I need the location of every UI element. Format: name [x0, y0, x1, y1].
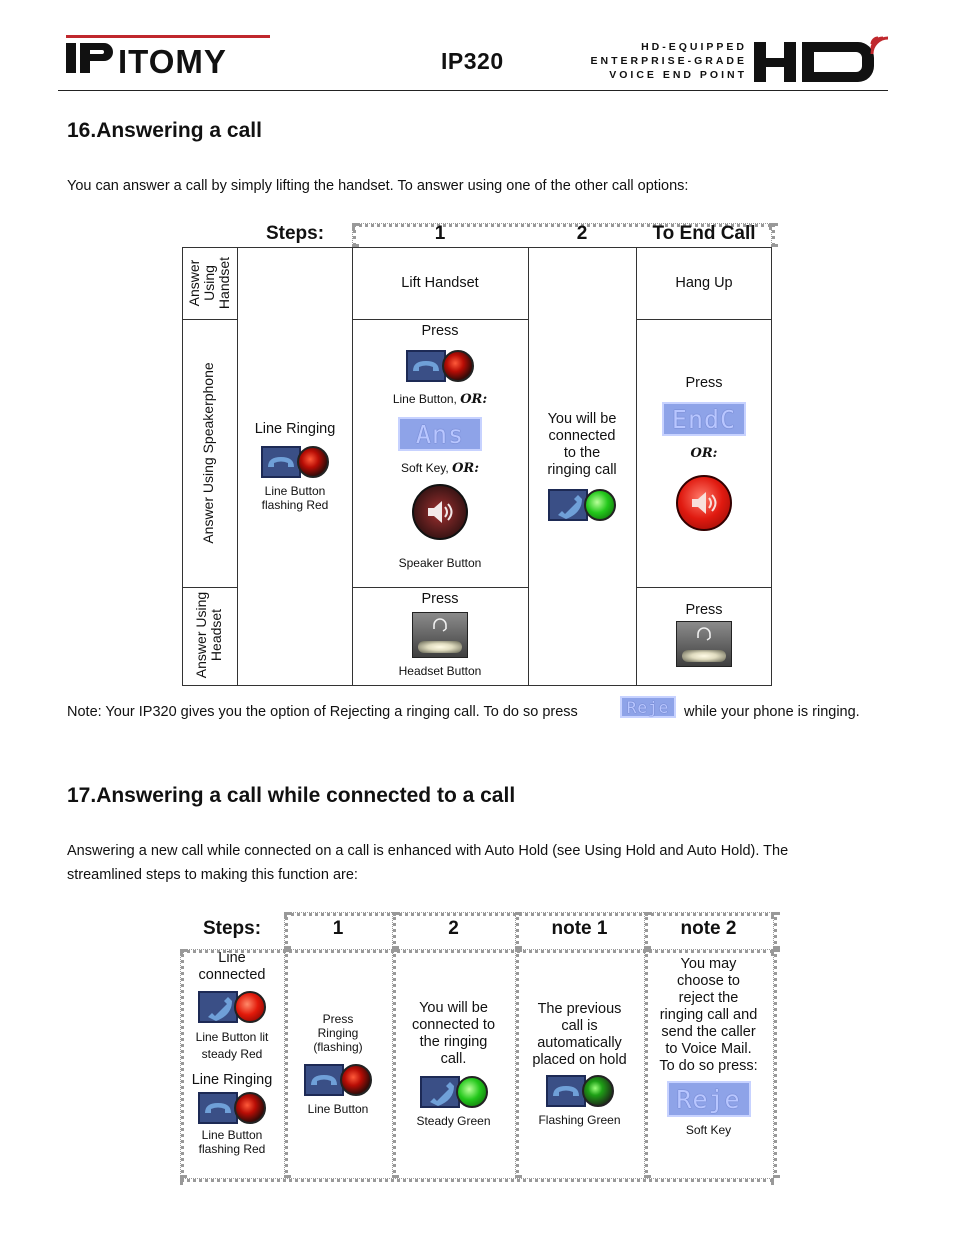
line-ringing-label-17: Line Ringing [191, 1072, 273, 1088]
headset-icon [695, 626, 713, 642]
line-button [406, 350, 474, 382]
flashing-red-caption: Line Button flashing Red [198, 1128, 266, 1156]
headset-button-caption: Headset Button [398, 664, 482, 678]
press-label: Press [421, 323, 459, 339]
ans-softkey: Ans [398, 417, 482, 451]
note-2-header: note 2 [680, 918, 737, 939]
line-ringing-label: Line Ringing [254, 420, 336, 437]
press-ringing-text: Press Ringing (flashing) [313, 1012, 363, 1054]
model-title: IP320 [441, 48, 504, 74]
speaker-icon [689, 490, 719, 516]
handset-icon [198, 991, 238, 1023]
headset-icon [431, 617, 449, 633]
line-button-flashing-red-17 [198, 1092, 266, 1124]
step-1-header: 1 [434, 223, 446, 244]
line-button-flashing-red [261, 446, 329, 478]
headset-button-end [676, 621, 732, 667]
step-1-header-17: 1 [332, 918, 344, 939]
row-label-headset: Answer Using Headset [193, 591, 224, 679]
speaker-button [412, 484, 468, 540]
section-17-title: 17.Answering a call while connected to a call [67, 784, 516, 807]
end-press-label: Press [685, 375, 723, 391]
line-button-ringing [304, 1064, 372, 1096]
note-1-header: note 1 [551, 918, 608, 939]
svg-text:ITOMY: ITOMY [118, 43, 227, 77]
end-call-header: To End Call [652, 223, 756, 244]
endc-softkey: EndC [662, 402, 746, 436]
note-1-text: The previous call is automatically placed on hold [532, 1001, 627, 1068]
lit-red-caption: Line Button lit steady Red [195, 1030, 269, 1061]
note-2-text: You may choose to reject the ringing call and send the caller to Voice Mail. To do so press: [659, 956, 758, 1074]
line-ringing-cell [238, 247, 352, 685]
speaker-button-lit [676, 475, 732, 531]
line-button-lit-red [198, 991, 266, 1023]
steps-header-17: Steps: [202, 918, 262, 939]
reject-note-end: while your phone is ringing. [684, 704, 860, 720]
section-16-title: 16.Answering a call [67, 119, 262, 142]
row-label-handset: Answer Using Handset [186, 256, 232, 310]
section-16-intro: You can answer a call by simply lifting the handset. To answer using one of the other call options: [67, 178, 689, 194]
connected-text-17: You will be connected to the ringing call. [411, 1000, 496, 1067]
line-connected-label: Line connected [198, 950, 266, 983]
line-button-flashing-green [546, 1075, 614, 1107]
ipitomy-logo [66, 31, 270, 77]
headset-end-press-label: Press [685, 602, 723, 618]
wifi-signal-icon [872, 38, 888, 54]
step-2-header: 2 [576, 223, 588, 244]
soft-key-caption: Soft Key [685, 1123, 732, 1137]
connected-text: You will be connected to the ringing call [547, 411, 617, 478]
header-divider [58, 90, 888, 91]
headset-press-label: Press [421, 591, 459, 607]
reje-softkey-inline: Reje [620, 696, 676, 718]
tagline: HD-EQUIPPED ENTERPRISE-GRADE VOICE END POINT [590, 41, 747, 81]
handset-icon [261, 446, 301, 478]
handset-icon [420, 1076, 460, 1108]
handset-icon [548, 489, 588, 521]
steady-green-caption: Steady Green [416, 1114, 491, 1128]
lift-handset-text: Lift Handset [401, 274, 479, 291]
hd-logo [754, 32, 890, 84]
reje-softkey: Reje [667, 1081, 751, 1117]
step-2-header-17: 2 [448, 918, 459, 939]
reject-note-start: Note: Your IP320 gives you the option of Rejecting a ringing call. To do so press [67, 704, 578, 720]
handset-icon [406, 350, 446, 382]
speaker-button-caption: Speaker Button [398, 556, 482, 570]
line-button-caption: Line Button flashing Red [261, 483, 329, 512]
flashing-green-caption: Flashing Green [538, 1113, 621, 1127]
line-button-steady-green [420, 1076, 488, 1108]
section-17-intro-2: streamlined steps to making this function are: [67, 867, 358, 883]
handset-icon [546, 1075, 586, 1107]
steps-header: Steps: [265, 223, 325, 244]
headset-button [412, 612, 468, 658]
hang-up-text: Hang Up [675, 274, 733, 291]
row-label-speakerphone: Answer Using Speakerphone [200, 362, 216, 544]
speaker-icon [425, 499, 455, 525]
line-button-caption-17: Line Button [307, 1102, 369, 1116]
handset-icon [198, 1092, 238, 1124]
line-button-green [548, 489, 616, 521]
handset-icon [304, 1064, 344, 1096]
section-17-intro-1: Answering a new call while connected on a call is enhanced with Auto Hold (see Using Hold and Auto Hold). The [67, 843, 789, 859]
